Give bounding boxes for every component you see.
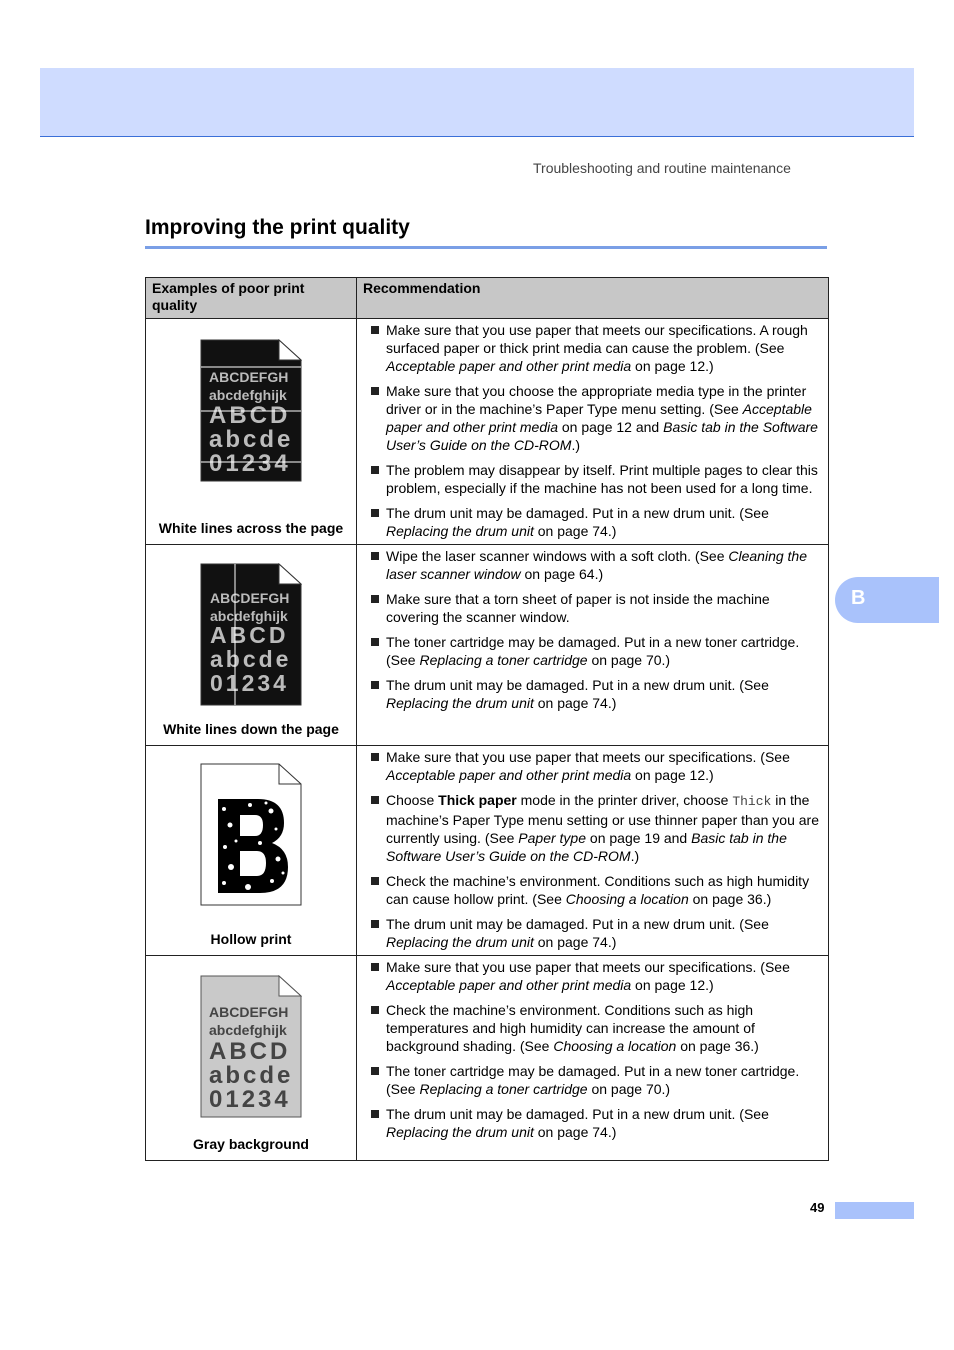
example-caption: Hollow print [210,931,292,947]
recommendation-text: on page 64.) [520,566,604,582]
recommendation-text: on page 36.) [688,891,772,907]
sample-line-3: ABCD [209,1038,291,1065]
recommendation-text: on page 12.) [631,358,714,374]
recommendation-text: Make sure that you choose the appropriate media type in the printer driver or in the machine’s Paper Type menu setting. (See [386,383,807,417]
example-caption: Gray background [193,1136,309,1152]
sample-line-2: abcdefghijk [210,608,288,624]
recommendation-text: on page 74.) [533,1124,617,1140]
running-head: Troubleshooting and routine maintenance [533,160,791,176]
example-caption: White lines across the page [158,520,344,536]
cross-reference: Replacing the drum unit [386,1124,534,1140]
recommendation-cell [357,319,829,545]
emphasis-text: Thick paper [438,792,517,808]
recommendation-text: The drum unit may be damaged. Put in a new drum unit. (See [386,677,769,693]
cross-reference: Replacing the drum unit [386,523,534,539]
recommendation-text: on page 12 and [558,419,664,435]
recommendation-text: Make sure that you use paper that meets our specifications. (See [386,749,790,765]
recommendation-item [367,748,822,784]
recommendation-text: The toner cartridge may be damaged. Put in a new toner cartridge. (See [386,634,800,668]
recommendation-item [367,382,822,454]
page-number: 49 [810,1200,825,1215]
recommendation-text: The drum unit may be damaged. Put in a new drum unit. (See [386,1106,769,1122]
recommendation-item [367,461,822,497]
cross-reference: Replacing a toner cartridge [419,652,588,668]
recommendation-item [367,547,822,583]
cross-reference: Cleaning the laser scanner window [386,548,808,582]
recommendation-item [367,321,822,375]
cross-reference: Basic tab in the Software User’s Guide on the CD-ROM [386,419,818,453]
sample-line-5: 01234 [209,1086,291,1113]
sample-line-3: ABCD [210,622,289,648]
cross-reference: Acceptable paper and other print media [386,401,812,435]
example-cell [146,746,357,956]
recommendation-item [367,791,822,865]
cross-reference: Choosing a location [565,891,689,907]
appendix-tab-label: B [851,587,866,609]
recommendation-text: on page 12.) [631,977,714,993]
example-cell [146,545,357,746]
sample-line-1: ABCDEFGH [210,590,290,606]
cross-reference: Replacing the drum unit [386,934,534,950]
recommendation-item [367,590,822,626]
recommendation-item [367,958,822,994]
recommendation-text: The drum unit may be damaged. Put in a new drum unit. (See [386,916,769,932]
recommendation-text: on page 70.) [587,652,671,668]
recommendation-item [367,676,822,712]
recommendation-text: The toner cartridge may be damaged. Put in a new toner cartridge. (See [386,1063,800,1097]
table-row [146,545,829,746]
sample-line-4: abcde [209,426,294,453]
page-title: Improving the print quality [145,216,410,239]
cross-reference: Acceptable paper and other print media [386,358,632,374]
recommendation-cell [357,545,829,746]
recommendation-text: The drum unit may be damaged. Put in a new drum unit. (See [386,505,769,521]
recommendation-text: mode in the printer driver, choose [516,792,733,808]
recommendation-text: Make sure that you use paper that meets our specifications. (See [386,959,790,975]
sample-white-lines-across [200,339,302,482]
print-quality-table [145,277,829,1161]
recommendation-item [367,915,822,951]
recommendation-text: Choose [386,792,439,808]
recommendation-text: Wipe the laser scanner windows with a soft cloth. (See [386,548,729,564]
recommendation-text: Check the machine’s environment. Conditions such as high humidity can cause hollow print. (See [386,873,810,907]
recommendation-text: Check the machine’s environment. Conditions such as high temperatures and high humidity can increase the amount of background shading. (See [386,1002,755,1054]
table-row [146,319,829,545]
example-caption: White lines down the page [163,721,339,737]
cross-reference: Acceptable paper and other print media [386,977,632,993]
recommendation-text: on page 70.) [587,1081,671,1097]
table-header-row [146,278,829,319]
sample-line-4: abcde [210,646,292,672]
sample-line-3: ABCD [209,402,291,429]
recommendation-text: in the machine’s Paper Type menu setting or use thinner paper than you are currently using. (See [386,792,819,846]
cross-reference: Acceptable paper and other print media [386,767,632,783]
recommendation-item [367,872,822,908]
recommendation-text: on page 19 and [586,830,692,846]
col-header-recommendation: Recommendation [357,278,829,319]
cross-reference: Replacing the drum unit [386,695,534,711]
recommendation-text: .) [571,437,580,453]
page-number-bar [835,1202,914,1219]
sample-line-5: 01234 [209,450,291,477]
recommendation-text: on page 74.) [533,934,617,950]
sample-white-lines-down [200,563,302,706]
recommendation-text: on page 12.) [631,767,714,783]
cross-reference: Choosing a location [553,1038,677,1054]
recommendation-text: Make sure that a torn sheet of paper is not inside the machine covering the scanner window. [386,591,770,625]
sample-line-1: ABCDEFGH [209,369,289,385]
title-underline [145,246,827,249]
table-row [146,746,829,956]
sample-line-2: abcdefghijk [209,1022,287,1038]
sample-hollow-print [200,763,302,906]
sample-line-5: 01234 [210,670,289,696]
example-cell [146,956,357,1161]
recommendation-text: The problem may disappear by itself. Print multiple pages to clear this problem, especially if the machine has not been used for a long time. [386,462,818,496]
sample-line-1: ABCDEFGH [209,1004,289,1020]
recommendation-text: on page 36.) [676,1038,759,1054]
cross-reference: Paper type [518,830,587,846]
menu-value-text: Thick [732,794,772,809]
recommendation-item [367,1001,822,1055]
recommendation-text: on page 74.) [533,695,617,711]
table-row [146,956,829,1161]
recommendation-cell [357,956,829,1161]
sample-gray-background [200,975,302,1118]
header-band [40,68,914,137]
recommendation-text: .) [630,848,640,864]
col-header-examples: Examples of poor print quality [146,278,357,319]
cross-reference: Replacing a toner cartridge [419,1081,588,1097]
recommendation-cell [357,746,829,956]
appendix-tab [835,577,939,623]
sample-line-2: abcdefghijk [209,387,287,403]
recommendation-item [367,504,822,540]
example-cell [146,319,357,545]
recommendation-text: Make sure that you use paper that meets our specifications. A rough surfaced paper or thick print media can cause the problem. (See [386,322,808,356]
cross-reference: Basic tab in the Software User’s Guide on the CD-ROM [386,830,787,864]
recommendation-item [367,1062,822,1098]
recommendation-item [367,633,822,669]
recommendation-text: on page 74.) [533,523,617,539]
sample-line-4: abcde [209,1062,294,1089]
recommendation-item [367,1105,822,1141]
